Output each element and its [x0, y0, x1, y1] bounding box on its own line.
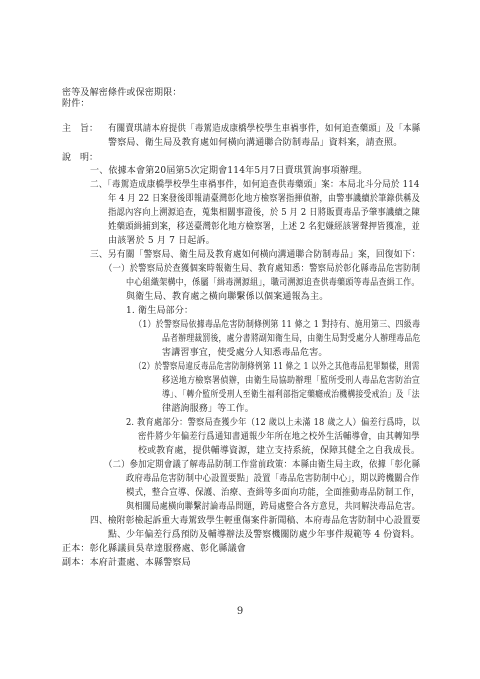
explanation-line: 指認內容向上溯源追查，蒐集相關事證後，於 5 月 2 日將販賣毒品予肇事譏續之陳 — [108, 208, 420, 218]
explanation-line: 移送地方檢察署偵辦，由衛生局協助辦理「監所受刑人毒品危害防治宣 — [162, 376, 421, 386]
explanation-line: （一）於警察局於查獲個案時報衛生局、教育處知悉：警察局於彰化縣毒品危害防制 — [104, 264, 421, 274]
explanation-line: 律諮詢服務」等工作。 — [162, 404, 255, 414]
explanation-line: 四、檢附彰檢起訴重大毒駕致學生輕重傷案件新聞稿、本府毒品危害防制中心設置要 — [90, 516, 421, 526]
explanation-line: 政府毒品危害防制中心設置要點」設置「毒品危害防制中心」，期以跨機關合作 — [126, 474, 420, 484]
explanation-line: 三、另有關「警察局、衛生局及教育處如何橫向溝通聯合防制毒品」案，回復如下： — [90, 250, 421, 260]
attachment-label: 附件： — [62, 99, 90, 109]
explanation-line: 二、「毒駕造成康橋學校學生車禍事件，如何追查供毒藥頭」案：本局北斗分局於 114 — [90, 180, 420, 190]
explanation-line: 品者辦理裁罰後，處分書將副知衛生局，由衛生局對受處分人辦理毒品危 — [162, 334, 421, 344]
explanation-line: 由該署於 5 月 7 日起訴。 — [108, 236, 215, 246]
page-number: 9 — [236, 606, 244, 617]
main-recipients: 正本：彰化縣議員吳韋達服務處、彰化縣議會 — [62, 544, 247, 554]
cc-recipients: 副本：本府計畫處、本縣警察局 — [62, 558, 191, 568]
explanation-line: 中心組織架構中，係屬「緝毒溯源組」，職司溯源追查供毒藥頭等毒品查緝工作。 — [126, 278, 420, 288]
secrecy-label: 密等及解密條件或保密期限： — [62, 88, 182, 98]
explanation-line: 與衛生局、教育處之橫向聯繫係以個案通報為主。 — [126, 292, 329, 302]
explanation-line: 密件將少年偏差行爲通知書通報少年所在地之校外生活輔導會，由其轉知學 — [138, 432, 420, 442]
explanation-line: （2）於警察局違反毒品危害防制條例第 11 條之 1 以外之其他毒品犯罪類樣，則需 — [134, 362, 420, 372]
explanation-line: （1）於警察局依據毒品危害防制條例第 11 條之 1 對持有、施用第三、四級毒 — [134, 320, 421, 330]
explanation-line: 模式，整合宣導、保護、治療、查緝等多面向功能，全面推動毒品防制工作， — [126, 488, 420, 498]
explanation-line: （二）參加定期會議了解毒品防制工作當前政策：本縣由衛生局主政，依據「彰化縣 — [104, 460, 421, 470]
explanation-line: 2. 教育處部分：警察局查獲少年（12 歲以上未滿 18 歲之人）偏差行爲時，以 — [126, 418, 420, 428]
subject-line: 警察局、衛生局及教育處如何橫向溝通聯合防制毒品」資料案，請查照。 — [108, 138, 403, 148]
explanation-line: 點、少年偏差行爲預防及輔導辦法及警察機關防處少年事件規範等 4 份資料。 — [108, 530, 420, 540]
explanation-line: 一、依據本會第20屆第5次定期會114年5月7日賣琪質詢事項辦理。 — [90, 166, 368, 176]
explanation-label: 說 明： — [62, 153, 99, 163]
explanation-line: 校或教育處，提供輔導資源，建立支持系統，保障其健全之自我成長。 — [138, 446, 421, 456]
subject-label: 主 旨： — [62, 124, 99, 134]
explanation-line: 與相關局處橫向聯繫討論毒品問題，跨局處整合各方意見，共同解決毒品危害。 — [126, 502, 421, 512]
explanation-line: 導」、「轉介監所受刑人至衛生福利部指定藥癮戒治機構接受戒治」及「法 — [162, 390, 420, 400]
explanation-line: 姓藥頭緝捕到案，移送臺灣彰化地方檢察署，上述 2 名犯嫌經該署聲押皆獲准，並 — [108, 222, 421, 232]
explanation-line: 年 4 月 22 日案發後即報請臺灣彰化地方檢察署指揮偵辦，由警事譏續於筆錄供稱及 — [108, 194, 420, 204]
subject-line: 有關賣琪請本府提供「毒駕造成康橋學校學生車禍事件，如何追查藥頭」及「本縣 — [108, 124, 421, 134]
explanation-line: 害講習事宜，使受處分人知悉毒品危害。 — [162, 348, 328, 358]
explanation-line: 1. 衛生局部分： — [126, 306, 194, 316]
